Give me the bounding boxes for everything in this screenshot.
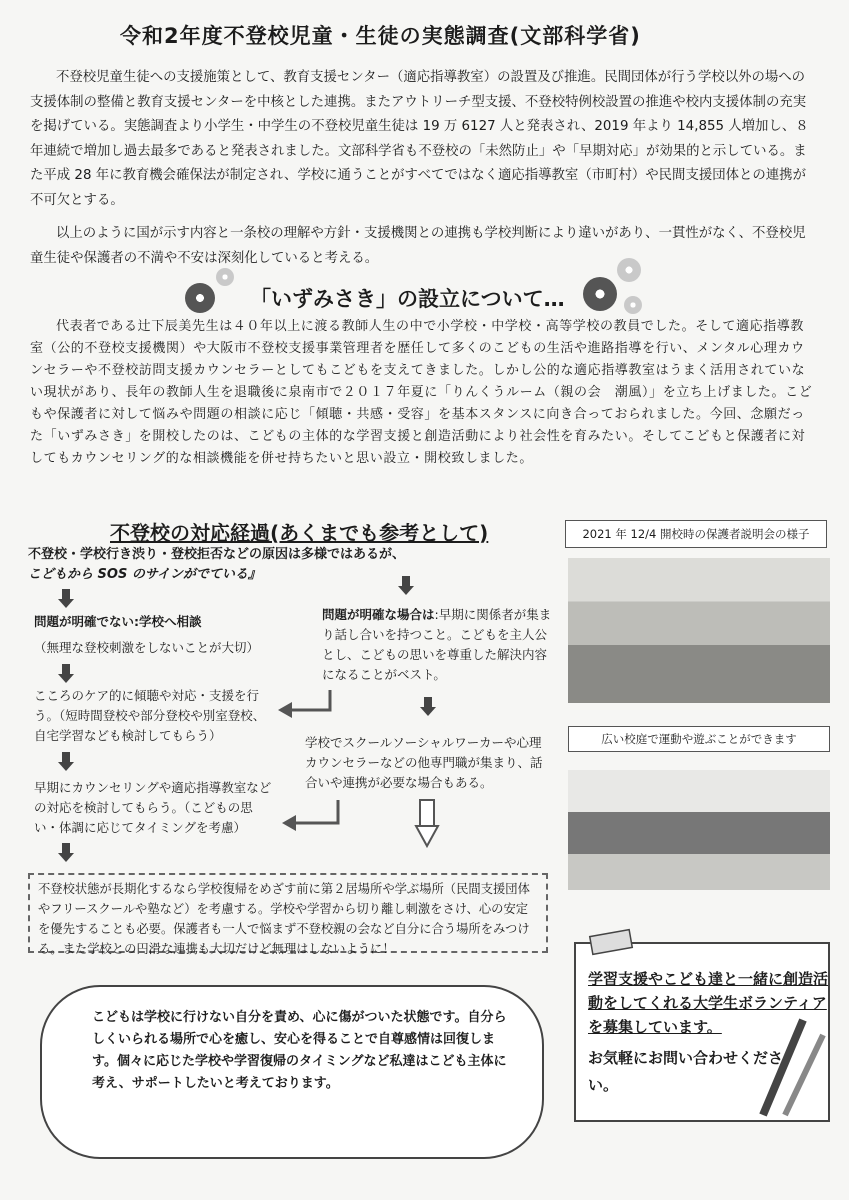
summary-paragraph: 以上のように国が示す内容と一条校の理解や方針・支援機関との連携も学校判断により違いがあり、一貫性がなく、不登校児童生徒や保護者の不満や不安は深刻化していると考える。 [30, 226, 806, 266]
section-title-founding: 「いずみさき」の設立について… [250, 287, 565, 311]
founding-paragraph: 代表者である辻下辰美先生は４０年以上に渡る教師人生の中で小学校・中学校・高等学校の教員でした。そして適応指導教室（公的不登校支援機関）や大阪市不登校支援事業管理者を歴任して多くのこどもの生活や進路指導を行い、メンタル心理カウンセラーや不登校訪問支援カウンセラーとしてもこどもを支えてきました。しかし公的な適応指導教室はうまく活用されていない現状があり、長年の教師人生を退職後に泉南市で２０１７年夏に「りんくうルーム（親の会 潮風）」を立ち上げました。こどもや保護者に対して悩みや問題の相談に応じ「傾聴・共感・受容」を基本スタンスに向き合っておられました。今回、念願だった「いずみさき」を開校したのは、こどもの主体的な学習支援と創造活動により社会性を育みたい。そしてこどもと保護者に対してもカウンセリング的な相談機能を併せ持ちたいと思い設立・開校致しました。 [30, 319, 813, 466]
page-title: 令和2年度不登校児童・生徒の実態調査(文部科学省) [120, 24, 641, 48]
flow-right-step1 [322, 605, 552, 685]
flow-right-step1-bold: 問題が明確な場合は [322, 607, 435, 622]
flow-intro-line1: 不登校・学校行き渋り・登校拒否などの原因は多様ではあるが、 [28, 547, 406, 562]
arrow-down-icon [398, 576, 414, 596]
briefing-session-photo [568, 558, 830, 703]
arrow-down-icon [58, 664, 74, 684]
flow-left-step1-note: （無理な登校刺激をしないことが大切） [34, 640, 260, 655]
flow-right-step2: 学校でスクールソーシャルワーカーや心理カウンセラーなどの他専門職が集まり、話合いや連携が必要な場合もある。 [305, 735, 543, 790]
flow-right-step1-rest: :早期に関係者が集まり話し合いを持つこと。こどもを主人公とし、こどもの思いを尊重した解決内容になることがベスト。 [322, 607, 552, 682]
flow-left-step1-rest: :学校へ相談 [134, 614, 202, 629]
flow-left-step3: 早期にカウンセリングや適応指導教室などの対応を検討してもらう。（こどもの思い・体調に応じてタイミングを考慮） [34, 780, 272, 835]
arrow-down-icon [58, 843, 74, 863]
long-term-advice-box: 不登校状態が長期化するなら学校復帰をめざす前に第２居場所や学ぶ場所（民間支援団体やフリースクールや塾など）を考慮する。学校や学習から切り離し刺激をさけ、心の安定を優先することも必要。保護者も一人で悩まず不登校親の会など自分に合う場所をみつける。また学校との円滑な連携も大切だけど無理はしないように！ [28, 873, 548, 953]
flow-connector-arrows [270, 680, 450, 860]
survey-paragraph: 不登校児童生徒への支援施策として、教育支援センター（適応指導教室）の設置及び推進。民間団体が行う学校以外の場への支援体制の整備と教育支援センターを中核とした連携。またアウトリーチ型支援、不登校特例校設置の推進や校内支援体制の充実を掲げている。実態調査より小学生・中学生の不登校児童生徒は 19 万 6127 人と発表され、2019 年より 14,855 人増加し、８年連続で増加し過去最多であると発表されました。文部科学省も不登校の「未然防止」や「早期対応」が効果的と示している。また平成 28 年に教育機会確保法が制定され、学校に通うことがすべてではなく適応指導教室（市町村）や民間支援団体との連携が不可欠とする。 [30, 70, 809, 208]
message-cloud-text: こどもは学校に行けない自分を責め、心に傷がついた状態です。自分らしくいられる場所で心を癒し、安心を得ることで自尊感情は回復します。個々に応じた学校や学習復帰のタイミングなど私達はこども主体に考え、サポートしたいと考えております。 [92, 1010, 507, 1091]
flower-decoration-icon [216, 268, 234, 286]
flow-left-step1-bold: 問題が明確でない [34, 614, 135, 629]
flow-intro-line2: こどもから SOS のサインがでている』 [28, 567, 261, 582]
arrow-down-icon [58, 752, 74, 772]
arrow-down-icon [58, 589, 74, 609]
flow-left-step2: こころのケア的に傾聴や対応・支援を行う。（短時間登校や部分登校や別室登校、自宅学習なども検討してもらう） [34, 688, 266, 743]
contact-text: お気軽にお問い合わせください。 [588, 1049, 784, 1094]
flower-decoration-icon [617, 258, 641, 282]
flower-decoration-icon [624, 296, 642, 314]
flow-intro [28, 545, 405, 585]
photo1-caption: 2021 年 12/4 開校時の保護者説明会の様子 [565, 520, 827, 548]
volunteer-recruit-text: 学習支援やこども達と一緒に創造活動をしてくれる大学生ボランティアを募集しています。 [588, 970, 829, 1036]
photo2-caption: 広い校庭で運動や遊ぶことができます [568, 726, 830, 752]
flower-decoration-icon [185, 283, 215, 313]
flow-left-step1 [34, 612, 284, 658]
schoolyard-photo [568, 770, 830, 890]
flower-decoration-icon [583, 277, 617, 311]
flow-title: 不登校の対応経過(あくまでも参考として) [110, 521, 489, 545]
